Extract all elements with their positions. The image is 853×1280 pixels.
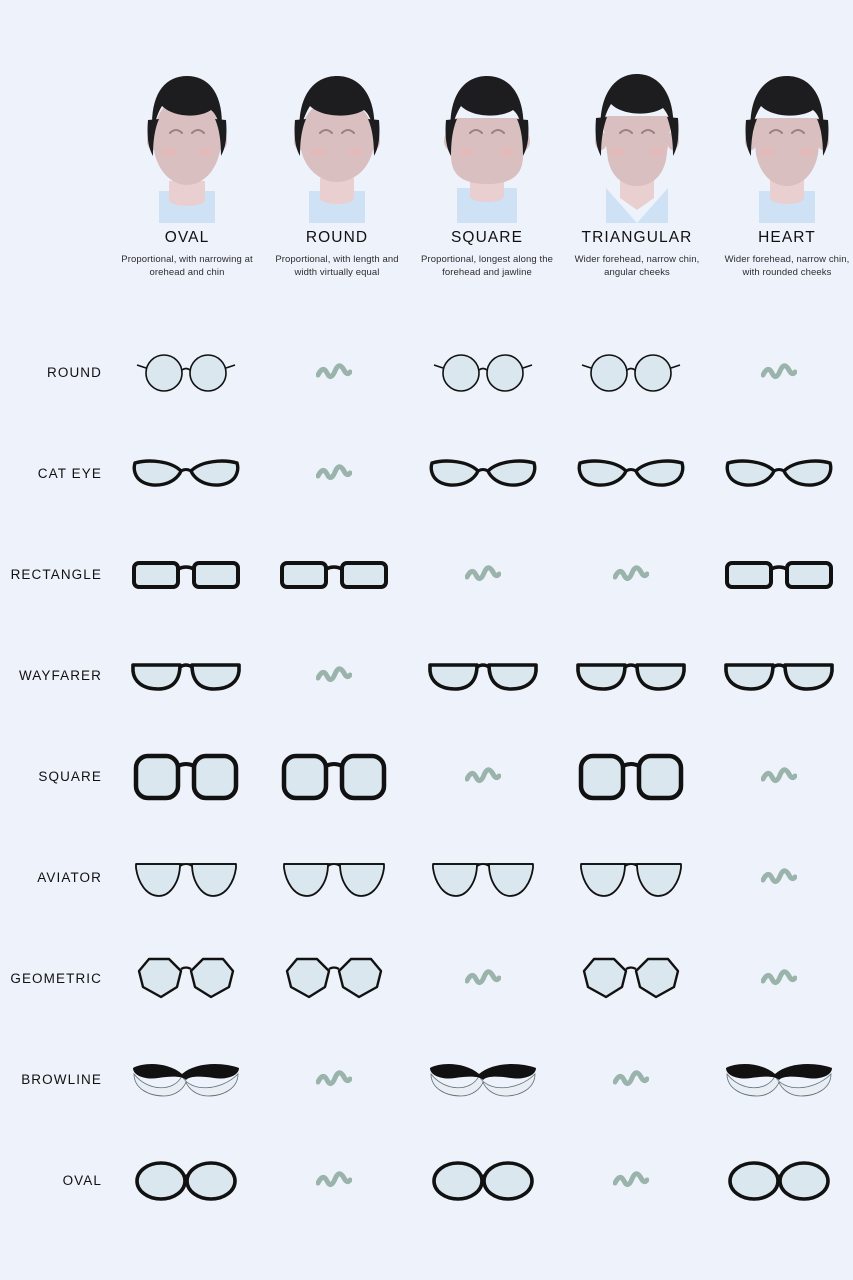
cell-oval-heart bbox=[705, 1130, 853, 1231]
face-heart-icon bbox=[712, 48, 853, 223]
not-recommended-squiggle-icon bbox=[316, 1171, 352, 1191]
cell-rectangle-triangular bbox=[557, 524, 705, 625]
face-description: Proportional, with length and width virtually equal bbox=[275, 254, 399, 278]
face-title: ROUND bbox=[305, 229, 369, 246]
cell-oval-square bbox=[408, 1130, 556, 1231]
glasses-browline-icon bbox=[130, 1058, 242, 1102]
cell-oval-round bbox=[260, 1130, 408, 1231]
glasses-oval-icon bbox=[726, 1157, 832, 1205]
face-column-heart bbox=[712, 48, 853, 318]
row-label: SQUARE bbox=[38, 769, 102, 784]
row-label: ROUND bbox=[47, 365, 102, 380]
face-title: SQUARE bbox=[450, 229, 524, 246]
cell-round-heart bbox=[705, 322, 853, 423]
face-description: Wider forehead, narrow chin, with rounded cheeks bbox=[724, 254, 850, 278]
cell-round-triangular bbox=[557, 322, 705, 423]
glasses-round-icon bbox=[579, 348, 683, 398]
cell-oval-triangular bbox=[557, 1130, 705, 1231]
cell-browline-heart bbox=[705, 1029, 853, 1130]
glasses-aviator-icon bbox=[132, 852, 240, 904]
glasses-rectangle-icon bbox=[723, 553, 835, 597]
not-recommended-squiggle-icon bbox=[761, 868, 797, 888]
cell-square-oval bbox=[112, 726, 260, 827]
row-label: WAYFARER bbox=[18, 668, 102, 683]
not-recommended-squiggle-icon bbox=[761, 363, 797, 383]
cell-cateye-round bbox=[260, 423, 408, 524]
glasses-cateye-icon bbox=[131, 449, 241, 499]
row-label: CAT EYE bbox=[37, 466, 102, 481]
glasses-cateye-icon bbox=[576, 449, 686, 499]
not-recommended-squiggle-icon bbox=[613, 1070, 649, 1090]
glasses-matrix bbox=[0, 322, 853, 1231]
cell-wayfarer-square bbox=[408, 625, 556, 726]
glasses-wayfarer-icon bbox=[427, 653, 539, 699]
glasses-rectangle-icon bbox=[278, 553, 390, 597]
face-square-icon bbox=[412, 48, 562, 223]
face-round-icon bbox=[262, 48, 412, 223]
not-recommended-squiggle-icon bbox=[316, 1070, 352, 1090]
row-label: BROWLINE bbox=[21, 1072, 102, 1087]
row-label: OVAL bbox=[62, 1173, 102, 1188]
glasses-aviator-icon bbox=[577, 852, 685, 904]
glasses-cateye-icon bbox=[724, 449, 834, 499]
cell-cateye-oval bbox=[112, 423, 260, 524]
matrix-row-geometric bbox=[0, 928, 853, 1029]
cell-rectangle-round bbox=[260, 524, 408, 625]
face-description: Proportional, with narrowing at orehead and chin bbox=[121, 254, 253, 278]
row-label: RECTANGLE bbox=[10, 567, 102, 582]
cell-square-triangular bbox=[557, 726, 705, 827]
glasses-square-icon bbox=[132, 748, 240, 806]
matrix-row-square bbox=[0, 726, 853, 827]
cell-round-oval bbox=[112, 322, 260, 423]
cell-rectangle-square bbox=[408, 524, 556, 625]
face-column-oval bbox=[112, 48, 262, 318]
glasses-wayfarer-icon bbox=[723, 653, 835, 699]
cell-geometric-triangular bbox=[557, 928, 705, 1029]
face-oval-icon bbox=[112, 48, 262, 223]
glasses-browline-icon bbox=[427, 1058, 539, 1102]
cell-browline-round bbox=[260, 1029, 408, 1130]
face-title: HEART bbox=[758, 229, 816, 246]
glasses-geometric-icon bbox=[578, 953, 684, 1005]
face-description: Proportional, longest along the forehead and jawline bbox=[421, 254, 553, 278]
not-recommended-squiggle-icon bbox=[761, 767, 797, 787]
glasses-wayfarer-icon bbox=[130, 653, 242, 699]
cell-round-square bbox=[408, 322, 556, 423]
glasses-geometric-icon bbox=[281, 953, 387, 1005]
not-recommended-squiggle-icon bbox=[465, 969, 501, 989]
not-recommended-squiggle-icon bbox=[316, 363, 352, 383]
face-triangular-icon bbox=[562, 48, 712, 223]
cell-rectangle-heart bbox=[705, 524, 853, 625]
matrix-row-browline bbox=[0, 1029, 853, 1130]
not-recommended-squiggle-icon bbox=[465, 565, 501, 585]
cell-aviator-heart bbox=[705, 827, 853, 928]
matrix-row-oval bbox=[0, 1130, 853, 1231]
cell-geometric-round bbox=[260, 928, 408, 1029]
cell-oval-oval bbox=[112, 1130, 260, 1231]
cell-square-round bbox=[260, 726, 408, 827]
cell-cateye-triangular bbox=[557, 423, 705, 524]
glasses-round-icon bbox=[431, 348, 535, 398]
matrix-row-aviator bbox=[0, 827, 853, 928]
face-title: OVAL bbox=[164, 229, 210, 246]
glasses-round-icon bbox=[134, 348, 238, 398]
glasses-aviator-icon bbox=[429, 852, 537, 904]
cell-browline-triangular bbox=[557, 1029, 705, 1130]
glasses-browline-icon bbox=[723, 1058, 835, 1102]
cell-square-heart bbox=[705, 726, 853, 827]
glasses-aviator-icon bbox=[280, 852, 388, 904]
cell-geometric-heart bbox=[705, 928, 853, 1029]
face-column-triangular bbox=[562, 48, 712, 318]
cell-round-round bbox=[260, 322, 408, 423]
cell-browline-square bbox=[408, 1029, 556, 1130]
not-recommended-squiggle-icon bbox=[465, 767, 501, 787]
face-description: Wider forehead, narrow chin, angular cheeks bbox=[574, 254, 700, 278]
face-shape-header bbox=[0, 48, 853, 318]
cell-geometric-square bbox=[408, 928, 556, 1029]
cell-wayfarer-heart bbox=[705, 625, 853, 726]
face-column-round bbox=[262, 48, 412, 318]
cell-cateye-heart bbox=[705, 423, 853, 524]
cell-wayfarer-triangular bbox=[557, 625, 705, 726]
cell-aviator-square bbox=[408, 827, 556, 928]
cell-wayfarer-oval bbox=[112, 625, 260, 726]
matrix-row-cat-eye bbox=[0, 423, 853, 524]
matrix-row-rectangle bbox=[0, 524, 853, 625]
glasses-square-icon bbox=[577, 748, 685, 806]
glasses-square-icon bbox=[280, 748, 388, 806]
not-recommended-squiggle-icon bbox=[316, 464, 352, 484]
cell-geometric-oval bbox=[112, 928, 260, 1029]
matrix-row-wayfarer bbox=[0, 625, 853, 726]
cell-aviator-oval bbox=[112, 827, 260, 928]
not-recommended-squiggle-icon bbox=[613, 565, 649, 585]
cell-square-square bbox=[408, 726, 556, 827]
glasses-oval-icon bbox=[430, 1157, 536, 1205]
cell-wayfarer-round bbox=[260, 625, 408, 726]
not-recommended-squiggle-icon bbox=[613, 1171, 649, 1191]
cell-browline-oval bbox=[112, 1029, 260, 1130]
row-label: AVIATOR bbox=[37, 870, 102, 885]
not-recommended-squiggle-icon bbox=[316, 666, 352, 686]
glasses-wayfarer-icon bbox=[575, 653, 687, 699]
glasses-cateye-icon bbox=[428, 449, 538, 499]
glasses-geometric-icon bbox=[133, 953, 239, 1005]
face-title: TRIANGULAR bbox=[581, 229, 693, 246]
cell-aviator-round bbox=[260, 827, 408, 928]
cell-rectangle-oval bbox=[112, 524, 260, 625]
cell-aviator-triangular bbox=[557, 827, 705, 928]
glasses-oval-icon bbox=[133, 1157, 239, 1205]
matrix-row-round bbox=[0, 322, 853, 423]
row-label: GEOMETRIC bbox=[10, 971, 102, 986]
face-column-square bbox=[412, 48, 562, 318]
cell-cateye-square bbox=[408, 423, 556, 524]
header-corner-spacer bbox=[0, 48, 112, 318]
glasses-rectangle-icon bbox=[130, 553, 242, 597]
not-recommended-squiggle-icon bbox=[761, 969, 797, 989]
